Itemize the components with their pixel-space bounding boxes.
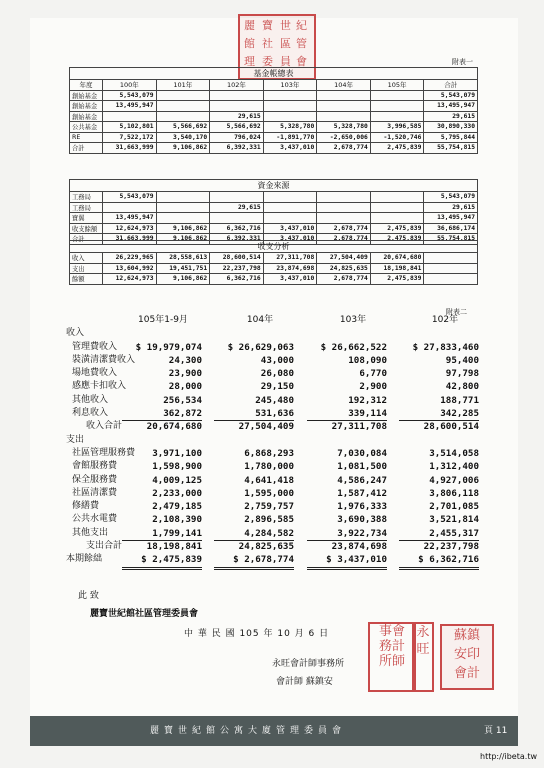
table-cell xyxy=(424,274,478,285)
column-header: 100年 xyxy=(103,80,157,91)
salutation: 此 致 xyxy=(78,591,99,601)
row-label: 寶翼 xyxy=(70,213,103,224)
row-label: 合計 xyxy=(70,234,103,245)
statement-row xyxy=(64,527,504,540)
amount-cell: 188,771 xyxy=(440,394,479,406)
statement-row xyxy=(64,540,504,553)
accountant-name: 會計師 蘇鎮安 xyxy=(276,677,333,687)
amount-cell: 3,514,058 xyxy=(429,447,479,459)
amount-cell: 1,598,900 xyxy=(152,461,202,473)
row-label: 支出 xyxy=(66,434,85,445)
table-cell xyxy=(370,213,424,224)
row-label: 支出合計 xyxy=(86,541,123,552)
amount-cell: 95,400 xyxy=(445,354,479,366)
amount-cell: $ 26,662,522 xyxy=(320,341,387,353)
statement-row xyxy=(64,487,504,500)
table-cell xyxy=(263,111,317,122)
amount-cell: 2,759,757 xyxy=(244,501,294,513)
table-cell: 2,678,774 xyxy=(317,223,371,234)
table-cell xyxy=(370,202,424,213)
amount-cell: 2,108,390 xyxy=(152,514,202,526)
table-row xyxy=(70,223,478,234)
table-cell xyxy=(370,111,424,122)
amount-cell: 27,311,708 xyxy=(331,421,387,433)
table-cell: -2,650,006 xyxy=(317,132,371,143)
table-cell xyxy=(424,263,478,274)
appendix-2-label: 附表二 xyxy=(446,308,467,316)
amount-cell: $ 19,979,074 xyxy=(135,341,202,353)
table-row xyxy=(70,263,478,274)
row-label: 公共水電費 xyxy=(72,514,118,525)
amount-cell: 97,798 xyxy=(445,368,479,380)
footer-title: 麗寶世紀館公寓大廈管理委員會 xyxy=(150,726,347,736)
table-cell: 2,475,839 xyxy=(370,143,424,154)
amount-cell: 2,896,585 xyxy=(244,514,294,526)
table-cell xyxy=(263,101,317,112)
table-cell: 2,678,774 xyxy=(317,234,371,245)
table-cell: 5,795,844 xyxy=(424,132,478,143)
amount-cell: 3,521,814 xyxy=(429,514,479,526)
table-cell: 2,475,839 xyxy=(370,234,424,245)
row-label: 支出 xyxy=(70,263,103,274)
row-label: 創始基金 xyxy=(70,90,103,101)
accountant-seal: 蘇鎮 安印 會計 xyxy=(440,624,494,690)
table-row xyxy=(70,253,478,264)
appendix-1-label: 附表一 xyxy=(452,58,473,66)
table-cell: 27,311,708 xyxy=(263,253,317,264)
table-cell xyxy=(103,202,157,213)
table-row xyxy=(70,202,478,213)
income-analysis-title: 收支分析 xyxy=(70,241,478,253)
row-label: 其他收入 xyxy=(72,394,109,405)
firm-name-seal: 永 旺 xyxy=(412,622,434,692)
table-cell: 30,890,330 xyxy=(424,122,478,133)
amount-cell: 3,971,100 xyxy=(152,447,202,459)
amount-cell: 23,874,698 xyxy=(331,541,387,553)
statement-row xyxy=(64,394,504,407)
row-label: 工務局 xyxy=(70,192,103,203)
table-cell: 28,600,514 xyxy=(210,253,264,264)
table-cell: 12,624,973 xyxy=(103,274,157,285)
table-cell: 29,615 xyxy=(424,111,478,122)
row-label: 修繕費 xyxy=(72,501,100,512)
table-cell: 13,495,947 xyxy=(424,213,478,224)
column-header: 102年 xyxy=(210,80,264,91)
table-cell xyxy=(156,101,210,112)
amount-cell: 4,641,418 xyxy=(244,474,294,486)
statement-row xyxy=(64,513,504,526)
table-row xyxy=(70,274,478,285)
table-cell: 5,328,780 xyxy=(317,122,371,133)
fund-summary-table xyxy=(69,67,478,154)
table-cell xyxy=(263,213,317,224)
table-cell xyxy=(156,192,210,203)
amount-cell: 1,081,500 xyxy=(337,461,387,473)
amount-cell: 2,455,317 xyxy=(399,527,479,541)
amount-cell: 4,284,582 xyxy=(214,527,294,541)
table-row xyxy=(70,111,478,122)
amount-cell: 1,799,141 xyxy=(122,527,202,541)
table-cell xyxy=(370,192,424,203)
row-label: 本期餘絀 xyxy=(66,554,103,565)
table-cell xyxy=(370,90,424,101)
table-cell xyxy=(210,90,264,101)
amount-cell: 1,595,000 xyxy=(244,487,294,499)
income-statement xyxy=(64,314,504,567)
amount-cell: 2,701,085 xyxy=(429,501,479,513)
table-row xyxy=(70,192,478,203)
income-analysis-table xyxy=(69,240,478,285)
amount-cell: 2,233,000 xyxy=(152,487,202,499)
table-cell xyxy=(156,90,210,101)
table-cell: 29,615 xyxy=(210,202,264,213)
table-cell xyxy=(210,192,264,203)
statement-row xyxy=(64,447,504,460)
table-cell xyxy=(263,90,317,101)
table-cell: 5,543,079 xyxy=(103,192,157,203)
table-cell: 3,996,585 xyxy=(370,122,424,133)
table-cell xyxy=(263,202,317,213)
table-cell: 5,102,801 xyxy=(103,122,157,133)
table-cell: 13,495,947 xyxy=(103,213,157,224)
committee-seal: 麗 寶 世 紀 館 社 區 管 理 委 員 會 xyxy=(238,14,316,80)
amount-cell: 23,900 xyxy=(168,368,202,380)
statement-row xyxy=(64,407,504,420)
amount-cell: 27,504,409 xyxy=(238,421,294,433)
amount-cell: $ 2,475,839 xyxy=(122,553,202,569)
table-cell: 18,198,841 xyxy=(370,263,424,274)
row-label: 餘額 xyxy=(70,274,103,285)
table-cell: 55,754,815 xyxy=(424,234,478,245)
table-cell: 5,566,692 xyxy=(210,122,264,133)
statement-row xyxy=(64,367,504,380)
amount-cell: 26,080 xyxy=(260,368,294,380)
column-header: 103年 xyxy=(263,80,317,91)
amount-cell: 192,312 xyxy=(348,394,387,406)
row-label: 收支餘額 xyxy=(70,223,103,234)
table-cell: 31,663,999 xyxy=(103,143,157,154)
table-cell xyxy=(424,253,478,264)
table-row xyxy=(70,213,478,224)
page-number: 頁 11 xyxy=(484,726,508,736)
table-cell xyxy=(317,111,371,122)
table-cell: 6,392,331 xyxy=(210,234,264,245)
row-label: 收入 xyxy=(66,328,85,339)
amount-cell: 18,198,841 xyxy=(146,541,202,553)
table-cell xyxy=(103,111,157,122)
table-cell: 27,504,409 xyxy=(317,253,371,264)
table-row xyxy=(70,143,478,154)
amount-cell: 1,780,000 xyxy=(244,461,294,473)
amount-cell: $ 26,629,063 xyxy=(227,341,294,353)
table-cell: 3,437,010 xyxy=(263,143,317,154)
amount-cell: 256,534 xyxy=(163,394,202,406)
table-cell: 796,024 xyxy=(210,132,264,143)
statement-row xyxy=(64,474,504,487)
table-cell: 5,543,079 xyxy=(424,90,478,101)
statement-row xyxy=(64,420,504,433)
table-cell: 2,678,774 xyxy=(317,274,371,285)
row-label: RE xyxy=(70,132,103,143)
table-cell: 20,674,680 xyxy=(370,253,424,264)
fund-source-title: 資金來源 xyxy=(70,180,478,192)
row-label: 合計 xyxy=(70,143,103,154)
column-header: 年度 xyxy=(70,80,103,91)
table-cell: 26,229,965 xyxy=(103,253,157,264)
table-cell: 2,475,839 xyxy=(370,274,424,285)
statement-header xyxy=(64,314,504,327)
table-cell: 3,437,010 xyxy=(263,274,317,285)
amount-cell: 42,800 xyxy=(445,381,479,393)
amount-cell: 22,237,798 xyxy=(423,541,479,553)
table-cell: 55,754,815 xyxy=(424,143,478,154)
table-cell xyxy=(210,101,264,112)
column-header: 104年 xyxy=(246,315,274,325)
statement-row xyxy=(64,553,504,566)
amount-cell: 245,480 xyxy=(255,394,294,406)
amount-cell: 3,806,118 xyxy=(429,487,479,499)
statement-row xyxy=(64,341,504,354)
table-cell: 6,362,716 xyxy=(210,223,264,234)
table-cell: 9,106,862 xyxy=(156,234,210,245)
table-cell: 5,543,079 xyxy=(424,192,478,203)
amount-cell: 6,868,293 xyxy=(244,447,294,459)
table-cell: 29,615 xyxy=(424,202,478,213)
row-label: 收入 xyxy=(70,253,103,264)
amount-cell: 7,030,084 xyxy=(337,447,387,459)
row-label: 其他支出 xyxy=(72,527,109,538)
amount-cell: 531,636 xyxy=(214,407,294,421)
table-cell: 9,106,862 xyxy=(156,274,210,285)
amount-cell: $ 2,678,774 xyxy=(214,553,294,569)
firm-seal: 事會 務計 所師 xyxy=(368,622,416,692)
row-label: 會館服務費 xyxy=(72,461,118,472)
table-cell: 36,686,174 xyxy=(424,223,478,234)
table-cell: 2,475,839 xyxy=(370,223,424,234)
table-cell: 7,522,172 xyxy=(103,132,157,143)
table-cell: 5,543,079 xyxy=(103,90,157,101)
amount-cell: 1,976,333 xyxy=(337,501,387,513)
table-row xyxy=(70,122,478,133)
table-cell: 24,825,635 xyxy=(317,263,371,274)
statement-row xyxy=(64,500,504,513)
statement-row xyxy=(64,434,504,447)
amount-cell: 108,090 xyxy=(348,354,387,366)
row-label: 管理費收入 xyxy=(72,341,118,352)
fund-summary-title: 基金帳總表 xyxy=(70,68,478,80)
table-cell: 2,678,774 xyxy=(317,143,371,154)
row-label: 社區清潔費 xyxy=(72,487,118,498)
column-header: 103年 xyxy=(339,315,367,325)
amount-cell: 342,285 xyxy=(399,407,479,421)
table-cell xyxy=(156,202,210,213)
amount-cell: 28,600,514 xyxy=(423,421,479,433)
column-header: 101年 xyxy=(156,80,210,91)
amount-cell: 2,900 xyxy=(359,381,387,393)
amount-cell: 6,770 xyxy=(359,368,387,380)
table-cell: 31,663,999 xyxy=(103,234,157,245)
table-cell: 19,451,751 xyxy=(156,263,210,274)
table-cell: -1,520,746 xyxy=(370,132,424,143)
row-label: 創始基金 xyxy=(70,101,103,112)
table-cell: 29,615 xyxy=(210,111,264,122)
table-cell: -1,891,770 xyxy=(263,132,317,143)
amount-cell: $ 27,833,460 xyxy=(412,341,479,353)
table-cell xyxy=(317,202,371,213)
table-cell: 3,437,010 xyxy=(263,234,317,245)
table-cell: 13,604,992 xyxy=(103,263,157,274)
table-cell: 5,566,692 xyxy=(156,122,210,133)
statement-row xyxy=(64,460,504,473)
row-label: 收入合計 xyxy=(86,421,123,432)
amount-cell: 4,009,125 xyxy=(152,474,202,486)
amount-cell: 3,690,388 xyxy=(337,514,387,526)
addressee: 麗寶世紀館社區管理委員會 xyxy=(90,609,199,619)
accounting-firm: 永旺會計師事務所 xyxy=(272,659,345,669)
table-cell: 5,328,780 xyxy=(263,122,317,133)
statement-row xyxy=(64,380,504,393)
table-cell: 13,495,947 xyxy=(424,101,478,112)
footer-bar xyxy=(30,716,518,746)
amount-cell: 43,000 xyxy=(260,354,294,366)
table-cell: 3,540,170 xyxy=(156,132,210,143)
table-cell xyxy=(263,192,317,203)
table-cell: 3,437,010 xyxy=(263,223,317,234)
row-label: 場地費收入 xyxy=(72,368,118,379)
table-header-row xyxy=(70,80,478,91)
amount-cell: 24,825,635 xyxy=(238,541,294,553)
statement-row xyxy=(64,327,504,340)
table-cell xyxy=(156,111,210,122)
statement-row xyxy=(64,354,504,367)
column-header: 102年 xyxy=(431,315,459,325)
table-row xyxy=(70,132,478,143)
table-row xyxy=(70,101,478,112)
table-cell xyxy=(317,90,371,101)
amount-cell: 4,586,247 xyxy=(337,474,387,486)
table-cell: 6,362,716 xyxy=(210,274,264,285)
amount-cell: 28,000 xyxy=(168,381,202,393)
amount-cell: 3,922,734 xyxy=(307,527,387,541)
amount-cell: 4,927,006 xyxy=(429,474,479,486)
row-label: 保全服務費 xyxy=(72,474,118,485)
row-label: 創始基金 xyxy=(70,111,103,122)
column-header: 105年1-9月 xyxy=(138,315,188,325)
amount-cell: 1,587,412 xyxy=(337,487,387,499)
table-cell: 13,495,947 xyxy=(103,101,157,112)
amount-cell: 339,114 xyxy=(307,407,387,421)
table-cell: 9,106,862 xyxy=(156,223,210,234)
table-row xyxy=(70,90,478,101)
table-cell xyxy=(317,101,371,112)
table-cell xyxy=(317,192,371,203)
row-label: 利息收入 xyxy=(72,408,109,419)
amount-cell: $ 6,362,716 xyxy=(399,553,479,569)
table-cell: 28,558,613 xyxy=(156,253,210,264)
table-cell: 9,106,862 xyxy=(156,143,210,154)
amount-cell: 1,312,400 xyxy=(429,461,479,473)
row-label: 裝潢清潔費收入 xyxy=(72,354,136,365)
table-cell: 23,874,698 xyxy=(263,263,317,274)
amount-cell: $ 3,437,010 xyxy=(307,553,387,569)
column-header: 104年 xyxy=(317,80,371,91)
column-header: 105年 xyxy=(370,80,424,91)
table-cell xyxy=(156,213,210,224)
table-cell xyxy=(317,213,371,224)
amount-cell: 2,479,185 xyxy=(152,501,202,513)
amount-cell: 362,872 xyxy=(122,407,202,421)
column-header: 合計 xyxy=(424,80,478,91)
watermark: http://ibeta.tw xyxy=(480,752,537,761)
report-date: 中 華 民 國 105 年 10 月 6 日 xyxy=(184,629,330,639)
table-cell: 12,624,973 xyxy=(103,223,157,234)
table-cell: 22,237,798 xyxy=(210,263,264,274)
amount-cell: 24,300 xyxy=(168,354,202,366)
fund-source-table xyxy=(69,179,478,245)
row-label: 感應卡扣收入 xyxy=(72,381,127,392)
table-cell xyxy=(210,213,264,224)
amount-cell: 29,150 xyxy=(260,381,294,393)
table-cell xyxy=(370,101,424,112)
table-cell: 6,392,331 xyxy=(210,143,264,154)
row-label: 社區管理服務費 xyxy=(72,447,136,458)
row-label: 公共基金 xyxy=(70,122,103,133)
row-label: 工務局 xyxy=(70,202,103,213)
amount-cell: 20,674,680 xyxy=(146,421,202,433)
